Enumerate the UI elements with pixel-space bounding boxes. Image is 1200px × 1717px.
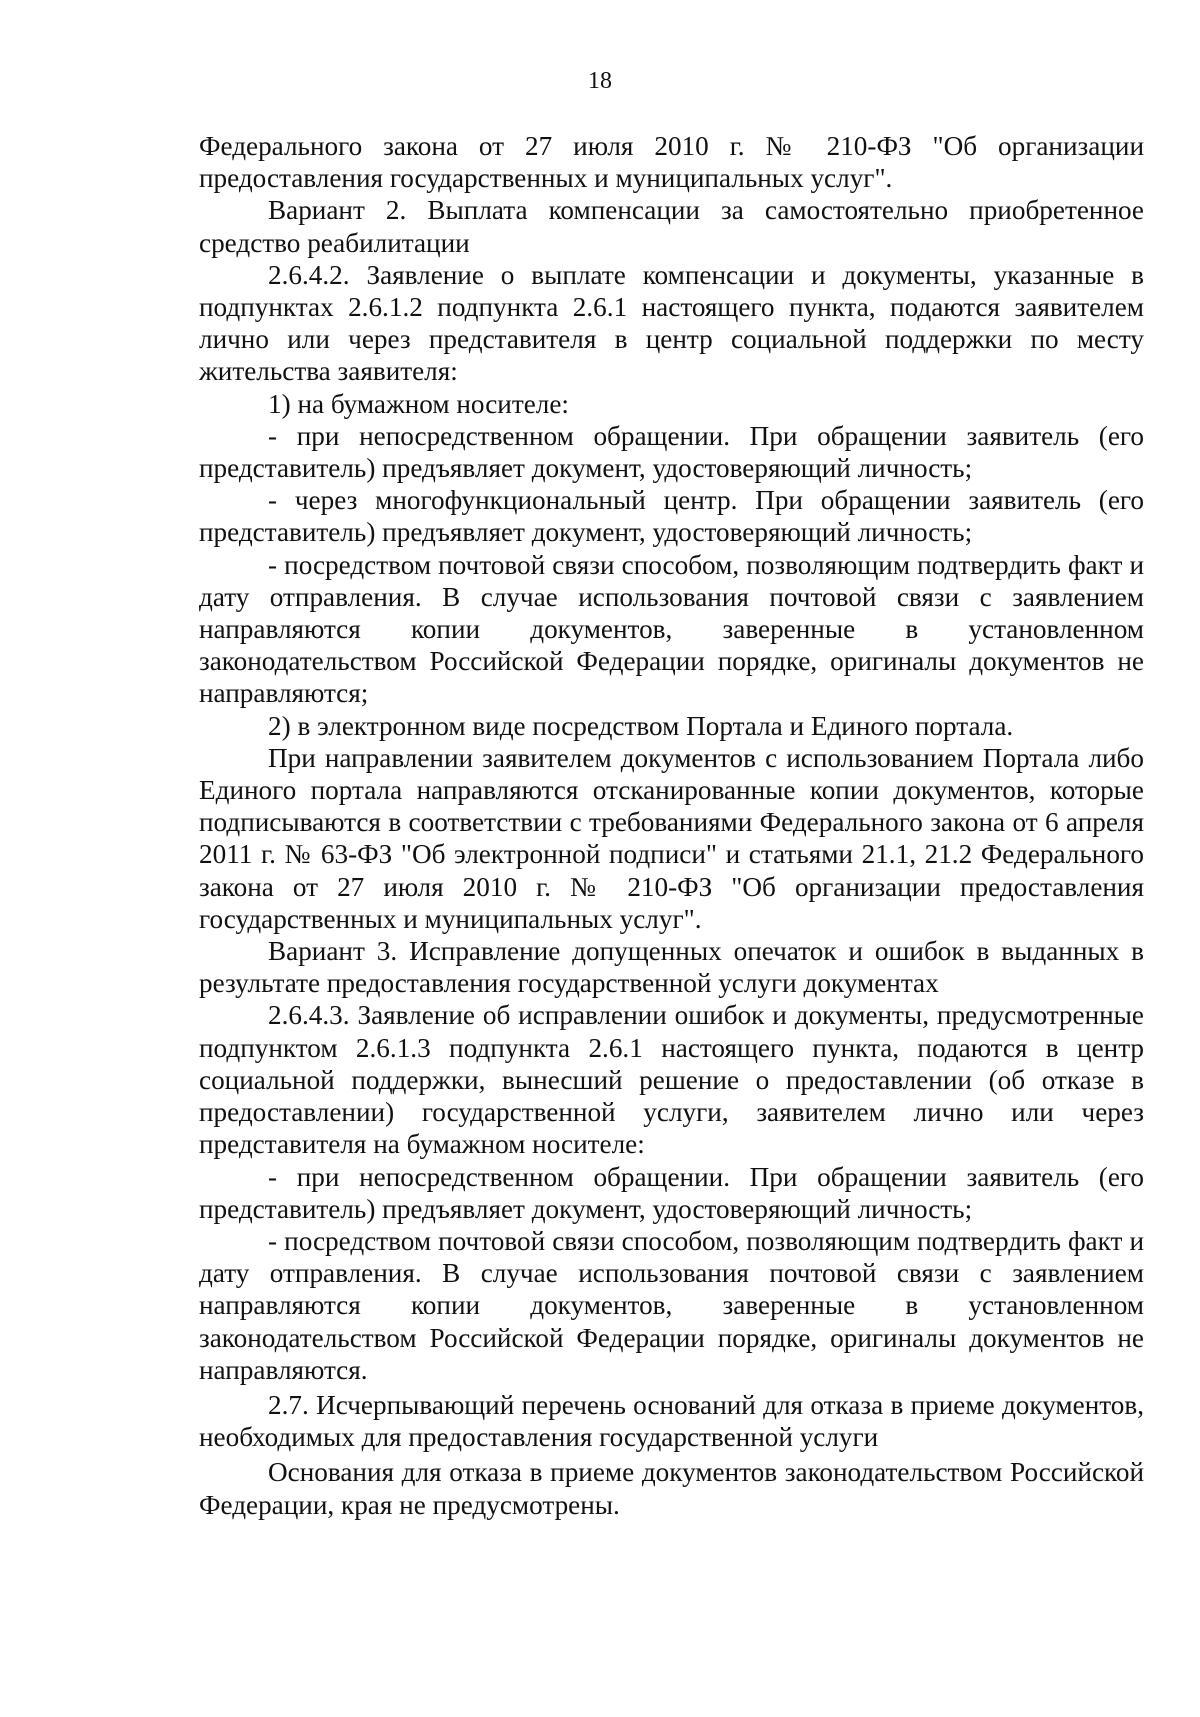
list-item-direct-appeal: - при непосредственном обращении. При обращении заявитель (его представитель) предъявляет документ, удостоверяющий личность;: [199, 420, 1144, 484]
list-item-mfc: - через многофункциональный центр. При обращении заявитель (его представитель) предъявляет документ, удостоверяющий личность;: [199, 485, 1144, 548]
paragraph-2-7-heading: 2.7. Исчерпывающий перечень оснований для отказа в приеме документов, необходимых для предоставления государственной услуги: [199, 1389, 1144, 1453]
list-item-electronic: 2) в электронном виде посредством Портала и Единого портала.: [268, 710, 1014, 741]
list-item-postal: - посредством почтовой связи способом, позволяющим подтвердить факт и дату отправления. В случае использования почтовой связи с заявлением направляются копии документов, заверенные в установленном законодательством Российской Федерации порядке, оригиналы документов не направляются;: [199, 549, 1144, 709]
paragraph-portal-submission: При направлении заявителем документов с использованием Портала либо Единого портала направляются отсканированные копии документов, которые подписываются в соответствии с требованиями Федерального закона от 6 апреля 2011 г. № 63-ФЗ "Об электронной подписи" и статьями 21.1, 21.2 Федерального закона от 27 июля 2010 г. № 210-ФЗ "Об организации предоставления государственных и муниципальных услуг".: [199, 742, 1144, 934]
paragraph-refusal-grounds: Основания для отказа в приеме документов законодательством Российской Федерации, края не предусмотрены.: [199, 1457, 1144, 1520]
paragraph-2-6-4-2: 2.6.4.2. Заявление о выплате компенсации и документы, указанные в подпунктах 2.6.1.2 подпункта 2.6.1 настоящего пункта, подаются заявителем лично или через представителя в центр социальной поддержки по месту жительства заявителя:: [199, 259, 1144, 387]
list-item-postal-2: - посредством почтовой связи способом, позволяющим подтвердить факт и дату отправления. В случае использования почтовой связи с заявлением направляются копии документов, заверенные в установленном законодательством Российской Федерации порядке, оригиналы документов не направляются.: [199, 1225, 1144, 1385]
list-item-direct-appeal-2: - при непосредственном обращении. При обращении заявитель (его представитель) предъявляет документ, удостоверяющий личность;: [199, 1161, 1144, 1224]
list-item-paper: 1) на бумажном носителе:: [268, 388, 569, 419]
paragraph-continuation: Федерального закона от 27 июля 2010 г. № 210-ФЗ "Об организации предоставления государственных и муниципальных услуг".: [199, 131, 1144, 194]
paragraph-variant-3-heading: Вариант 3. Исправление допущенных опечаток и ошибок в выданных в результате предоставления государственной услуги документах: [199, 936, 1144, 999]
page-number: 18: [588, 68, 612, 94]
paragraph-variant-2-heading: Вариант 2. Выплата компенсации за самостоятельно приобретенное средство реабилитации: [199, 195, 1144, 258]
document-body: [199, 130, 1144, 1521]
paragraph-2-6-4-3: 2.6.4.3. Заявление об исправлении ошибок и документы, предусмотренные подпунктом 2.6.1.3 подпункта 2.6.1 настоящего пункта, подаются в центр социальной поддержки, вынесший решение о предоставлении (об отказе в предоставлении) государственной услуги, заявителем лично или через представителя на бумажном носителе:: [199, 1000, 1144, 1160]
